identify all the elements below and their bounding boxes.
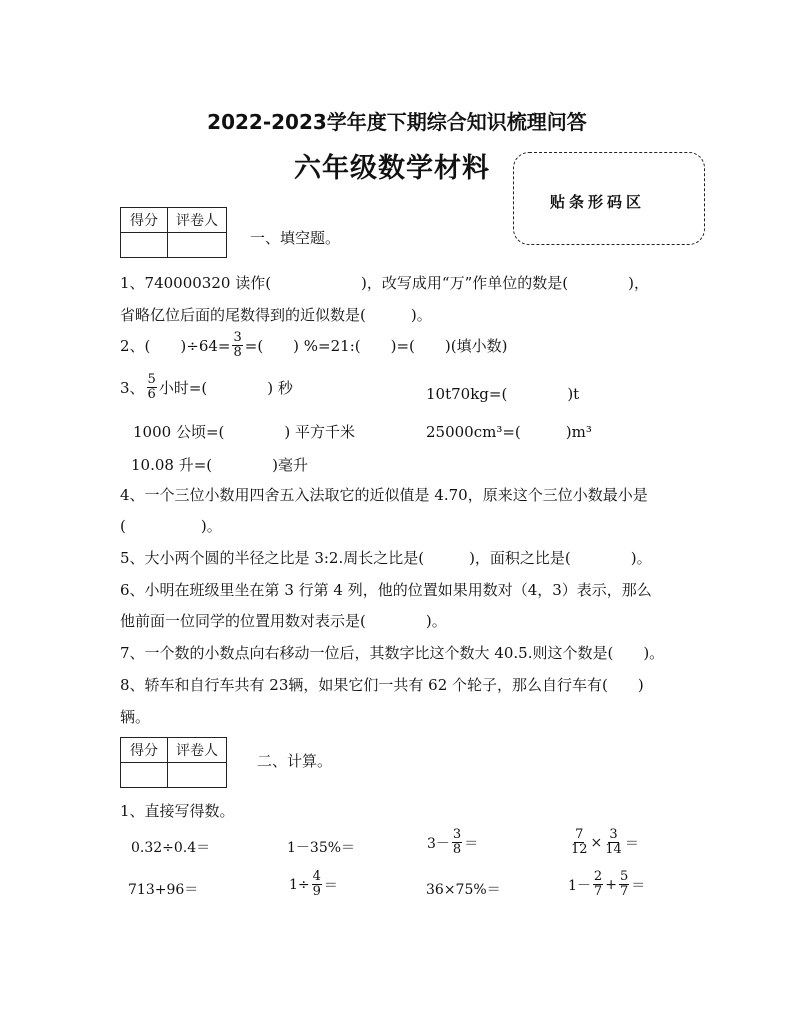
question-5: 5、大小两个圆的半径之比是 3:2.周长之比是( )，面积之比是( )。 [120, 549, 652, 567]
question-3-e: 10.08 升=( )毫升 [131, 456, 308, 474]
calc-text: 1÷ [289, 876, 310, 893]
fraction-denominator: 6 [147, 387, 156, 403]
calc-item [289, 870, 338, 900]
question-2-after: =( ) %=21:( )=( )(填小数) [244, 337, 508, 356]
section-1-heading: 一、填空题。 [250, 229, 341, 247]
question-2-before: 2、( )÷64= [120, 337, 231, 356]
fraction-numerator: 4 [312, 869, 321, 884]
calc-text: ＝ [631, 877, 646, 894]
fraction-numerator: 5 [619, 869, 629, 884]
fraction-numerator: 3 [233, 330, 242, 345]
calc-item [568, 828, 639, 858]
fraction-denominator: 7 [593, 884, 603, 900]
question-3-d: 25000cm³=( )m³ [426, 423, 592, 441]
fraction [570, 828, 589, 858]
score-table-2 [120, 737, 227, 788]
fraction-numerator: 7 [575, 827, 584, 842]
question-3-b: 10t70kg=( )t [426, 385, 580, 403]
question-1-line-1: 1、740000320 读作( )，改写成用“万”作单位的数是( )， [120, 274, 649, 292]
fraction-numerator: 5 [147, 372, 156, 387]
fraction-denominator: 14 [605, 842, 622, 858]
question-3-c: 1000 公顷=( ) 平方千米 [133, 423, 355, 441]
calc-text: 36×75%＝ [426, 882, 501, 898]
fraction-denominator: 9 [312, 884, 321, 900]
fraction-numerator: 3 [452, 827, 462, 842]
question-4-line-1: 4、一个三位小数用四舍五入法取它的近似值是 4.70，原来这个三位小数最小是 [120, 486, 648, 504]
calc-item [427, 828, 478, 858]
score-header: 得分 [121, 208, 168, 233]
fraction-denominator: 8 [233, 345, 242, 361]
fraction-denominator: 8 [452, 842, 462, 858]
fraction [312, 870, 322, 900]
calc-text: ＝ [464, 835, 479, 852]
calc-item [128, 879, 198, 899]
score-table-1 [120, 207, 227, 258]
question-4-line-2: ( )。 [120, 517, 222, 535]
calc-text: 1－35%＝ [287, 840, 356, 856]
fraction [232, 331, 242, 361]
score-cell[interactable] [121, 763, 168, 788]
calc-operator: + [605, 876, 617, 893]
score-cell[interactable] [121, 233, 168, 258]
section-2-sub-1: 1、直接写得数。 [120, 802, 235, 820]
fraction [604, 828, 623, 858]
fraction [452, 828, 462, 858]
score-header: 得分 [121, 738, 168, 763]
question-7: 7、一个数的小数点向右移动一位后，其数字比这个数大 40.5.则这个数是( )。 [120, 644, 665, 662]
question-2 [120, 331, 507, 361]
question-3-prefix: 3、 [120, 379, 145, 398]
calc-operator: × [590, 834, 603, 851]
calc-text: ＝ [624, 835, 639, 852]
calc-text: 1－ [568, 877, 591, 894]
calc-item [287, 837, 355, 857]
fraction-denominator: 12 [571, 842, 588, 858]
question-8-line-1: 8、轿车和自行车共有 23辆，如果它们一共有 62 个轮子，那么自行车有( ) [120, 676, 644, 694]
fraction [593, 870, 603, 900]
calc-item [131, 837, 210, 857]
calc-text: 713+96＝ [128, 882, 199, 898]
calc-text: 0.32÷0.4＝ [131, 840, 211, 856]
barcode-area [513, 152, 705, 245]
question-3-a [120, 373, 293, 403]
question-1-line-2: 省略亿位后面的尾数得到的近似数是( )。 [120, 306, 432, 324]
question-6-line-1: 6、小明在班级里坐在第 3 行第 4 列，他的位置如果用数对（4，3）表示，那么 [120, 581, 652, 599]
question-8-line-2: 辆。 [120, 708, 151, 726]
page-subtitle: 六年级数学材料 [294, 153, 490, 184]
barcode-label: 贴条形码区 [550, 193, 646, 211]
fraction [619, 870, 629, 900]
grader-header: 评卷人 [168, 208, 227, 233]
fraction-numerator: 2 [593, 869, 603, 884]
fraction [147, 373, 157, 403]
fraction-numerator: 3 [609, 827, 618, 842]
calc-text: 3－ [427, 835, 450, 852]
grader-header: 评卷人 [168, 738, 227, 763]
grader-cell[interactable] [168, 763, 227, 788]
question-3-a-text: 小时=( ) 秒 [158, 379, 293, 398]
fraction-denominator: 7 [619, 884, 629, 900]
calc-item [568, 870, 645, 900]
calc-text: ＝ [323, 877, 338, 894]
page-title: 2022-2023学年度下期综合知识梳理问答 [207, 110, 587, 134]
section-2-heading: 二、计算。 [257, 752, 333, 770]
grader-cell[interactable] [168, 233, 227, 258]
calc-item [426, 879, 501, 899]
question-6-line-2: 他前面一位同学的位置用数对表示是( )。 [120, 612, 447, 630]
